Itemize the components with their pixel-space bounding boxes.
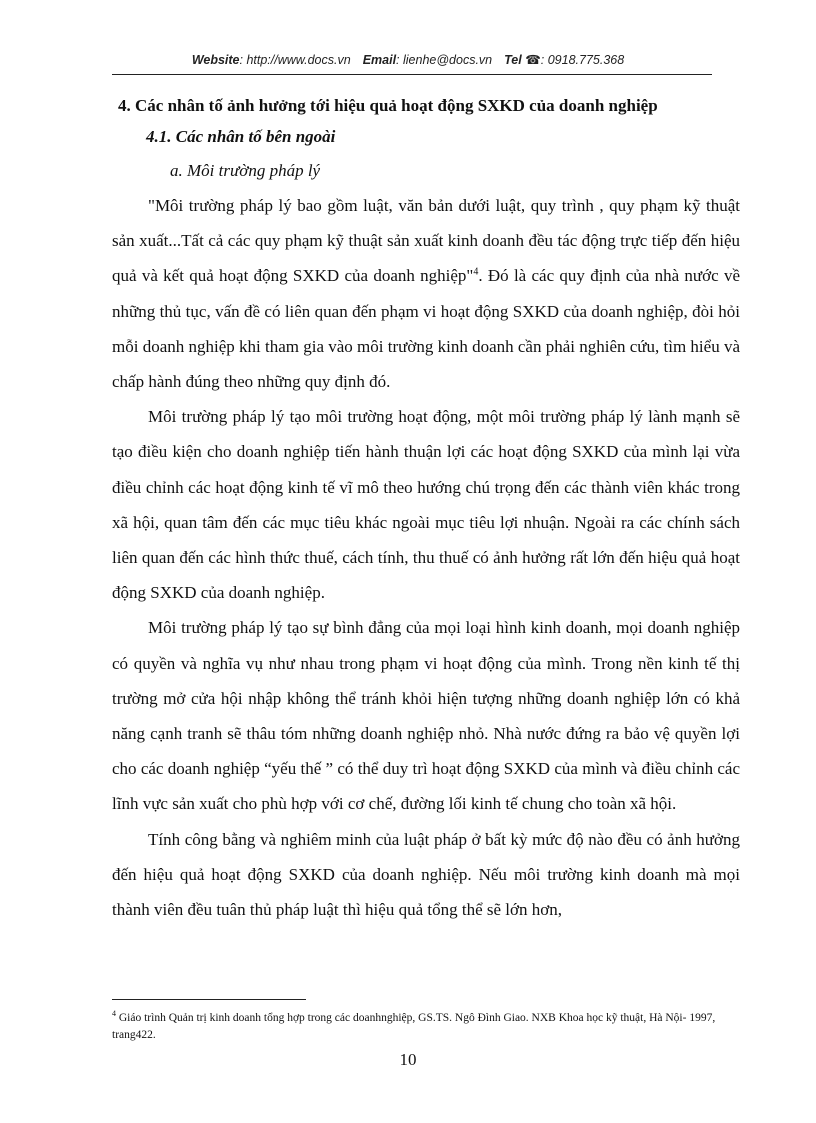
paragraph-3: Môi trường pháp lý tạo sự bình đẳng của mọi loại hình kinh doanh, mọi doanh nghiệp có quyền và nghĩa vụ như nhau trong phạm vi hoạt động của mình. Trong nền kinh tế thị trường mở cửa hội nhập không thể tránh khỏi hiện tượng những doanh nghiệp lớn có khả năng cạnh tranh sẽ thâu tóm những doanh nghiệp nhỏ. Nhà nước đứng ra bảo vệ quyền lợi cho các doanh nghiệp “yếu thế ” có thể duy trì hoạt động SXKD của mình và điều chỉnh các lĩnh vực sản xuất cho phù hợp với cơ chế, đường lối kinh tế chung cho toàn xã hội.: [112, 618, 740, 814]
footnote-text: Giáo trình Quản trị kinh doanh tổng hợp trong các doanhnghiệp, GS.TS. Ngô Đình Giao. NXB Khoa học kỹ thuật, Hà Nội- 1997, trang422.: [112, 1012, 716, 1041]
paragraph-1: [112, 188, 740, 399]
page-content: [112, 92, 740, 927]
footnote-divider: [112, 999, 306, 1000]
website-label: Website: [191, 53, 240, 67]
website-value[interactable]: : http://www.docs.vn: [239, 53, 351, 67]
subsection-heading: 4.1. Các nhân tố bên ngoài: [146, 127, 336, 146]
sub-subsection-heading: a. Môi trường pháp lý: [170, 161, 321, 180]
page-number: 10: [399, 1050, 417, 1069]
paragraph-2: Môi trường pháp lý tạo môi trường hoạt động, một môi trường pháp lý lành mạnh sẽ tạo điều kiện cho doanh nghiệp tiến hành thuận lợi các hoạt động SXKD của mình lại vừa điều chỉnh các hoạt động kinh tế vĩ mô theo hướng chú trọng đến các thành viên khác trong xã hội, quan tâm đến các mục tiêu khác ngoài mục tiêu lợi nhuận. Ngoài ra các chính sách liên quan đến các hình thức thuế, cách tính, thu thuế có ảnh hưởng rất lớn đến hiệu quả hoạt động SXKD của doanh nghiệp.: [112, 407, 740, 603]
tel-label: Tel ☎: [504, 53, 541, 67]
footnote-marker: 4: [112, 1009, 116, 1019]
email-value[interactable]: : lienhe@docs.vn: [396, 53, 493, 67]
footnote-reference[interactable]: 4: [473, 266, 479, 278]
paragraph-1-text-cont: . Đó là các quy định của nhà nước về những thủ tục, vấn đề có liên quan đến phạm vi hoạt động SXKD của doanh nghiệp, đòi hỏi mỗi doanh nghiệp khi tham gia vào môi trường kinh doanh cần phải nghiên cứu, tìm hiểu và chấp hành đúng theo những quy định đó.: [112, 266, 740, 392]
email-label: Email: [362, 53, 397, 67]
header-divider: [112, 74, 712, 75]
paragraph-4: Tính công bằng và nghiêm minh của luật pháp ở bất kỳ mức độ nào đều có ảnh hưởng đến hiệu quả hoạt động SXKD của doanh nghiệp. Nếu môi trường kinh doanh mà mọi thành viên đều tuân thủ pháp luật thì hiệu quả tổng thể sẽ lớn hơn,: [112, 829, 740, 920]
paragraph-1-text: "Môi trường pháp lý bao gồm luật, văn bản dưới luật, quy trình , quy phạm kỹ thuật sản xuất...Tất cả các quy phạm kỹ thuật sản xuất kinh doanh đều tác động trực tiếp đến hiệu quả và kết quả hoạt động SXKD của doanh nghiệp": [112, 196, 740, 286]
footnote: [112, 1010, 740, 1044]
section-heading: 4. Các nhân tố ảnh hưởng tới hiệu quả hoạt động SXKD của doanh nghiệp: [118, 96, 658, 115]
tel-value: : 0918.775.368: [540, 53, 625, 67]
page-header: [0, 52, 816, 67]
